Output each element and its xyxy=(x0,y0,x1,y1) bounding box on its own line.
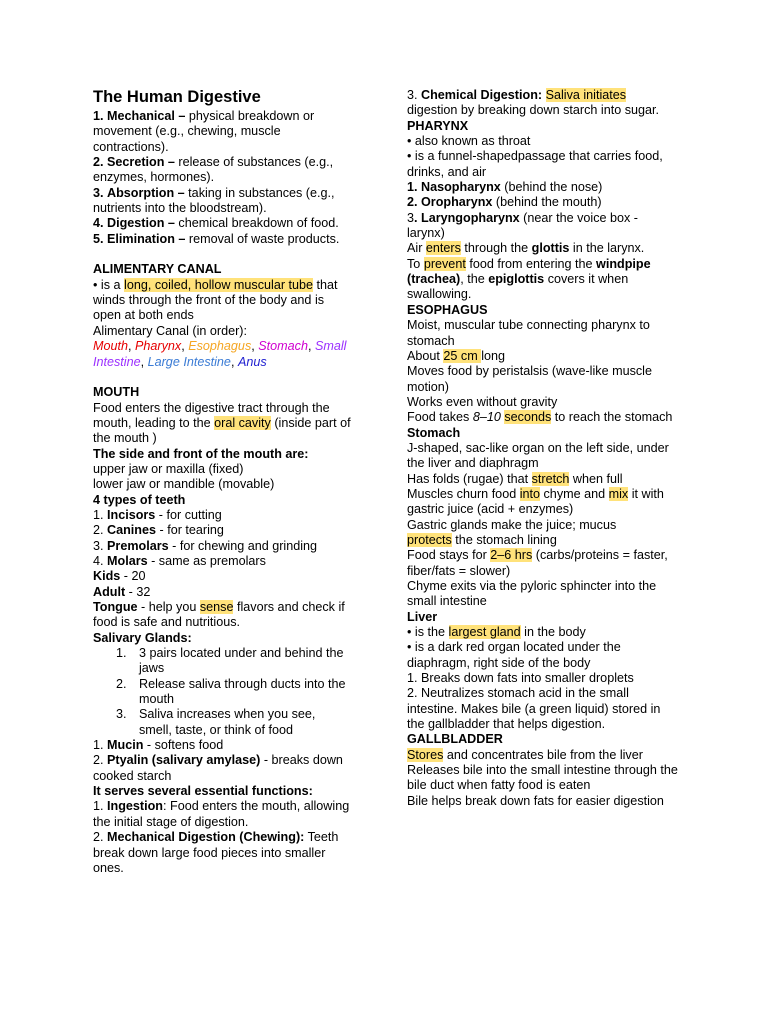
tooth-name: Canines xyxy=(107,523,157,538)
tooth-desc: - same as premolars xyxy=(147,553,266,568)
length-text: long xyxy=(481,348,506,363)
esophagus-heading: ESOPHAGUS xyxy=(407,302,488,317)
function-text: removal of waste products. xyxy=(185,231,340,246)
esophagus-length xyxy=(407,349,679,364)
ptyalin-label: Ptyalin (salivary amylase) xyxy=(107,753,261,768)
function-number: 5. xyxy=(93,231,104,246)
liver-item: 2. Neutralizes stomach acid in the small intestine. Makes bile (a green liquid) stored in the gallbladder that helps digestion. xyxy=(407,686,661,732)
tooth-item xyxy=(93,554,351,569)
glottis-term: glottis xyxy=(531,241,570,256)
epiglottis-term: epiglottis xyxy=(488,272,545,287)
gland-text: 3 pairs located under and behind the jaws xyxy=(139,646,344,676)
tooth-number: 1. xyxy=(93,507,104,522)
pharynx-part xyxy=(407,195,679,210)
stomach-section xyxy=(407,426,679,610)
function-term: Secretion – xyxy=(107,155,175,170)
air-line xyxy=(407,241,679,256)
mouth-heading: MOUTH xyxy=(93,385,140,400)
bullet-rest: that winds through the front of the body and is open at both ends xyxy=(93,277,338,323)
bullet-prefix: • is a xyxy=(93,277,125,292)
mechanical-label: Mechanical Digestion (Chewing): xyxy=(107,830,305,845)
prevent-text: covers it when swallowing. xyxy=(407,272,629,302)
stores-text: and concentrates bile from the liver xyxy=(443,747,643,762)
liver-heading: Liver xyxy=(407,609,438,624)
lower-jaw: lower jaw or mandible (movable) xyxy=(93,477,275,492)
tooth-item xyxy=(93,523,351,538)
right-column xyxy=(407,88,679,809)
gland-item xyxy=(116,646,351,677)
pharynx-part xyxy=(407,180,679,195)
gland-item xyxy=(116,707,351,738)
glands-list xyxy=(93,646,351,738)
length-text: About xyxy=(407,348,444,363)
liver-item: 1. Breaks down fats into smaller droplets xyxy=(407,671,634,686)
highlight: 2–6 hrs xyxy=(490,548,533,563)
function-number: 4. xyxy=(93,216,104,231)
gallbladder-line: Bile helps break down fats for easier digestion xyxy=(407,793,664,808)
gallbladder-section xyxy=(407,732,679,809)
gland-item xyxy=(116,676,351,708)
tooth-desc: - for chewing and grinding xyxy=(168,538,318,553)
part-number: 3 xyxy=(407,210,415,225)
highlight: seconds xyxy=(504,410,552,425)
function-text: physical breakdown or movement (e.g., chewing, muscle contractions). xyxy=(93,109,315,154)
highlight: enters xyxy=(425,241,461,256)
function-text: taking in substances (e.g., nutrients into the bloodstream). xyxy=(93,185,335,216)
mucin-desc: - softens food xyxy=(143,738,224,753)
organ-large-intestine: Large Intestine xyxy=(147,354,231,369)
pharynx-bullet: • also known as throat xyxy=(407,134,531,149)
highlight: prevent xyxy=(423,256,466,271)
tooth-number: 2. xyxy=(93,523,104,538)
mucin-label: Mucin xyxy=(107,738,144,753)
prevent-line xyxy=(407,257,679,303)
function-item xyxy=(93,109,351,155)
teeth-heading: 4 types of teeth xyxy=(93,492,186,507)
kids-label: Kids xyxy=(93,569,121,584)
function-number: 3. xyxy=(93,185,104,200)
esophagus-line: Works even without gravity xyxy=(407,394,558,409)
adult-label: Adult xyxy=(93,584,126,599)
time-text: to reach the stomach xyxy=(551,410,673,425)
stomach-churn xyxy=(407,487,679,518)
liver-text: • is the xyxy=(407,625,449,640)
function-item xyxy=(93,186,351,217)
alimentary-heading: ALIMENTARY CANAL xyxy=(93,262,222,277)
prevent-text: To xyxy=(407,256,424,271)
stomach-line: Gastric glands make the juice; mucus xyxy=(407,517,617,532)
mechanical-number: 2. xyxy=(93,830,104,845)
churn-text: it with gastric juice (acid + enzymes) xyxy=(407,486,664,517)
pharynx-heading: PHARYNX xyxy=(407,118,469,133)
tooth-name: Incisors xyxy=(107,507,156,522)
pharynx-section xyxy=(407,119,679,303)
stomach-protects xyxy=(407,533,679,548)
organ-anus: Anus xyxy=(237,354,267,369)
intro-text: (inside part of the mouth ) xyxy=(93,415,351,446)
esophagus-time xyxy=(407,410,679,425)
stomach-folds xyxy=(407,472,679,487)
highlight: long, coiled, hollow muscular tube xyxy=(124,277,314,292)
function-term: Absorption – xyxy=(107,185,185,200)
function-text: release of substances (e.g., enzymes, hormones). xyxy=(93,155,334,185)
kids-teeth xyxy=(93,569,351,584)
stays-text: (carbs/proteins = faster, fiber/fats = slower) xyxy=(407,548,668,578)
alimentary-section xyxy=(93,262,351,369)
part-name: . Laryngopharynx xyxy=(414,210,520,225)
esophagus-section xyxy=(407,303,679,426)
highlight: sense xyxy=(199,600,234,614)
part-desc: (behind the nose) xyxy=(500,180,603,195)
esophagus-line: Moves food by peristalsis (wave-like muscle motion) xyxy=(407,364,652,394)
tooth-number: 3. xyxy=(93,538,104,553)
kids-value: - 20 xyxy=(120,569,146,584)
function-number: 1. xyxy=(93,109,104,123)
organ-stomach: Stomach xyxy=(258,339,308,354)
tooth-name: Molars xyxy=(107,553,148,568)
churn-text: chyme and xyxy=(540,486,609,501)
stomach-stays xyxy=(407,548,679,579)
part-desc: (near the voice box - larynx) xyxy=(407,210,638,241)
organ-pharynx: Pharynx xyxy=(135,339,182,354)
alimentary-bullet xyxy=(93,278,351,324)
highlight: 25 cm xyxy=(443,348,482,363)
left-column xyxy=(93,87,351,876)
windpipe-term: windpipe (trachea) xyxy=(407,256,651,287)
gland-text: Saliva increases when you see, smell, taste, or think of food xyxy=(139,707,316,737)
mucin-line xyxy=(93,738,351,753)
tooth-number: 4. xyxy=(93,553,104,568)
function-term: Elimination – xyxy=(107,231,186,246)
highlight: largest gland xyxy=(448,625,521,640)
tongue-text: flavors and check if food is safe and nutritious. xyxy=(93,600,345,630)
function-term: Digestion – xyxy=(107,216,175,231)
chem-rest: digestion by breaking down starch into sugar. xyxy=(407,103,660,118)
chemical-digestion xyxy=(407,88,679,119)
ptyalin-number: 2. xyxy=(93,753,104,768)
highlight: mix xyxy=(608,486,629,501)
functions-list xyxy=(93,109,351,247)
ptyalin-line xyxy=(93,753,351,784)
folds-text: Has folds (rugae) that xyxy=(407,471,532,486)
intro-text: Food enters the digestive tract through the mouth, leading to the xyxy=(93,400,330,430)
glands-heading: Salivary Glands: xyxy=(93,630,192,645)
prevent-text: , the xyxy=(460,272,489,287)
mouth-intro xyxy=(93,401,351,447)
stomach-line: J-shaped, sac-like organ on the left side, under the liver and diaphragm xyxy=(407,440,669,471)
tooth-item xyxy=(93,508,351,523)
part-name: Oropharynx xyxy=(421,195,493,210)
part-number: 1. xyxy=(407,180,418,195)
function-item xyxy=(93,155,351,186)
side-heading: The side and front of the mouth are: xyxy=(93,446,309,461)
function-number: 2. xyxy=(93,155,104,170)
liver-text: in the body xyxy=(520,625,586,640)
esophagus-line: Moist, muscular tube connecting pharynx to stomach xyxy=(407,318,650,348)
gland-text: Release saliva through ducts into the mouth xyxy=(139,676,346,707)
highlight: Saliva initiates xyxy=(545,88,627,102)
tongue-label: Tongue xyxy=(93,600,138,614)
gland-number: 1. xyxy=(116,646,127,661)
organ-small-intestine: Small Intestine xyxy=(93,339,347,369)
part-desc: (behind the mouth) xyxy=(492,195,602,210)
organ-esophagus: Esophagus xyxy=(188,339,252,354)
liver-bullet xyxy=(407,625,679,640)
mechanical-line xyxy=(93,830,351,876)
mouth-section xyxy=(93,385,351,876)
functions-heading: It serves several essential functions: xyxy=(93,784,313,799)
highlight: into xyxy=(519,486,541,501)
gland-number: 3. xyxy=(116,707,127,722)
liver-section xyxy=(407,610,679,733)
air-text: Air xyxy=(407,241,426,256)
adult-value: - 32 xyxy=(125,584,151,599)
ingestion-number: 1. xyxy=(93,799,104,814)
air-text: through the xyxy=(460,241,532,256)
function-term: Mechanical – xyxy=(107,109,186,123)
part-number: 2. xyxy=(407,195,418,210)
time-range: 8–10 xyxy=(472,410,501,425)
liver-bullet: • is a dark red organ located under the diaphragm, right side of the body xyxy=(407,640,621,670)
function-item xyxy=(93,232,351,247)
highlight: Stores xyxy=(407,747,444,762)
order-label: Alimentary Canal (in order): xyxy=(93,323,247,338)
document-title: The Human Digestive xyxy=(93,88,261,106)
ingestion-desc: : Food enters the mouth, allowing the initial stage of digestion. xyxy=(93,799,350,829)
stomach-heading: Stomach xyxy=(407,425,461,440)
highlight: stretch xyxy=(531,471,570,486)
air-text: in the larynx. xyxy=(569,241,645,256)
stays-text: Food stays for xyxy=(407,548,491,563)
organ-mouth: Mouth xyxy=(93,339,129,354)
churn-text: Muscles churn food xyxy=(407,486,520,501)
ptyalin-desc: - breaks down cooked starch xyxy=(93,753,343,783)
gland-number: 2. xyxy=(116,676,127,691)
protects-text: the stomach lining xyxy=(451,532,557,547)
prevent-text: food from entering the xyxy=(465,256,597,271)
pharynx-part xyxy=(407,211,679,242)
gallbladder-heading: GALLBLADDER xyxy=(407,732,503,747)
time-text: Food takes xyxy=(407,410,473,425)
stomach-line: Chyme exits via the pyloric sphincter into the small intestine xyxy=(407,579,657,609)
part-name: Nasopharynx xyxy=(421,180,501,195)
chem-number: 3. xyxy=(407,88,418,102)
ingestion-label: Ingestion xyxy=(107,799,163,814)
mucin-number: 1. xyxy=(93,738,104,753)
gallbladder-line: Releases bile into the small intestine through the bile duct when fatty food is eaten xyxy=(407,763,678,793)
tongue-line xyxy=(93,600,351,631)
adult-teeth xyxy=(93,585,351,600)
function-item xyxy=(93,216,351,231)
tooth-desc: - for tearing xyxy=(156,523,224,538)
chem-label: Chemical Digestion: xyxy=(421,88,543,102)
function-text: chemical breakdown of food. xyxy=(174,216,339,231)
organ-order: Mouth, Pharynx, Esophagus, Stomach, Small Intestine, Large Intestine, Anus xyxy=(93,339,347,369)
highlight: protects xyxy=(407,532,452,547)
folds-text: when full xyxy=(569,471,623,486)
pharynx-bullet: • is a funnel-shapedpassage that carries food, drinks, and air xyxy=(407,149,663,179)
gallbladder-stores xyxy=(407,748,679,763)
tooth-item xyxy=(93,539,351,554)
tongue-text: - help you xyxy=(137,600,200,614)
mechanical-desc: Teeth break down large food pieces into smaller ones. xyxy=(93,830,339,875)
highlight: oral cavity xyxy=(214,415,271,430)
upper-jaw: upper jaw or maxilla (fixed) xyxy=(93,461,244,476)
tooth-name: Premolars xyxy=(107,538,169,553)
tooth-desc: - for cutting xyxy=(155,507,222,522)
ingestion-line xyxy=(93,799,351,830)
